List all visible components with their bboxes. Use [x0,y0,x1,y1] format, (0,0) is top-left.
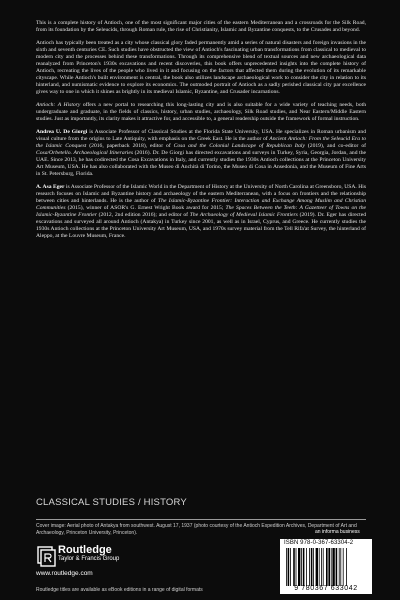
routledge-logo-icon [36,544,58,568]
description-paragraph-1: This is a complete history of Antioch, one of the most significant major cities of the eastern Mediterranean and a crossroads for the Silk Road, from its foundation by the Seleucids, through Roman rule, the rise of Christianity, Islamic and Byzantine conquests, to the Crusades and beyond. [36,20,366,33]
bio-text: (2016). Dr. De Giorgi has directed excavations and surveys in Turkey, Syria, Georgia, Jordan, and the UAE. Since 2013, he has codirected the Cosa Excavations in Italy, and currently studies the 1930s Antioch collections at the Princeton University Art Museum, USA. He has also collaborated with the Museo di Anchità di Torino, the Museo di Cosa in Ansedonia, and the Museum of Fine Arts in St. Petersburg, Florida. [36,150,366,177]
isbn-text: ISBN 978-0-367-63304-2 [284,540,354,546]
bio-text: (2019). Dr. Eger has directed excavations and surveyed all around Antioch (Antakya) in Turkey since 2001, as well as in Israel, Cyprus, and Greece. He currently studies the 1930s Antioch collections at the Princeton University Art Museum, USA, and 1970s survey material from the Tell Rifa'at Survey, the hinterland of Aleppo, at the Louvre Museum, France. [36,212,366,239]
bio-text: (2016, paperback 2018), editor of [86,143,174,149]
cover-image-credit: Cover image: Aerial photo of Antakya from southwest. August 17, 1937 (photo courtesy of the Antioch Expedition Archives, Department of Art and Archaeology, Princeton University, Princeton). [36,523,357,536]
author-bio-1 [36,129,366,178]
book-title-italic: Cosa/Orbetello. Archaeological Itineraries [36,150,134,156]
book-title-italic: Cosa and the Colonial Landscape of Republican Italy [173,143,305,149]
publisher-block [36,544,156,580]
barcode-digits: 9 780367 633042 [294,585,358,592]
description-paragraph-2: Antioch has typically been treated as a city whose classical glory faded permanently amid a series of natural disasters and foreign invasions in the sixth and seventh centuries CE. Such studies have obstructed the view of Antioch's fascinating urban transformations from classical to medieval to modern city and the processes behind these transformations. Through its comprehensive blend of textual sources and new archaeological data reanalyzed from Princeton's 1930s excavations and recent discoveries, this book offers unprecedented insights into the complete history of Antioch, recreating the lives of the people who lived in it and focusing on the factors that affected them during the evolution of its remarkable cityscape. While Antioch's built environment is central, the book also utilizes landscape archaeological work to consider the city in relation to its hinterland, and numismatic evidence to explore its economics. The outmoded portrait of Antioch as a sadly perished classical city par excellence gives way to one in which it shines as brightly in its medieval Islamic, Byzantine, and Crusader incarnations. [36,40,366,95]
barcode-icon [284,548,368,586]
publisher-name: Routledge [58,544,112,556]
author-name-1: Andrea U. De Giorgi [36,129,88,135]
author-name-2: A. Asa Eger [36,184,65,190]
publisher-group: Taylor & Francis Group [58,556,120,562]
ebook-note: Routledge titles are available as eBook editions in a range of digital formats [36,587,203,593]
book-title-italic: The Islamic-Byzantine Frontier: Interaction and Exchange Among Muslim and Christian Communities [36,198,366,211]
back-cover-text [36,20,366,246]
divider [36,519,366,520]
book-title-italic: The Spaces Between the Teeth: A Gazetteer of Towns on the Islamic-Byzantine Frontier [36,205,366,218]
author-bio-2 [36,184,366,240]
publisher-url: www.routledge.com [36,570,93,577]
bio-text: (2015), winner of ASOR's G. Ernest Wright Book award for 2015; [65,205,226,211]
book-title-italic: Ancient Antioch: From the Seleucid Era to the Islamic Conquest [36,136,366,149]
book-title-italic: The Archaeology of Medieval Islamic Frontiers [189,212,298,218]
bio-text: is Associate Professor of Classical Studies at the Florida State University, USA. He specializes in Roman urbanism and visual culture from the origins to Late Antiquity, with emphasis on the Greek East. He is the author of [36,129,366,142]
bio-text: (2019), and co-editor of [304,143,366,149]
bio-text: is Associate Professor of the Islamic World in the Department of History at the University of North Carolina at Greensboro, USA. His research focuses on Islamic and Byzantine history and archaeology of the eastern Mediterranean, with a focus on frontiers and the relationship between cities and hinterlands. He is the author of [36,184,366,204]
book-title-italic: Antioch: A History [36,102,81,108]
subject-category: CLASSICAL STUDIES / HISTORY [36,497,187,508]
bio-text: (2012, 2nd edition 2016); and editor of [96,212,190,218]
isbn-barcode [280,539,372,594]
informa-tagline: an informa business [315,529,360,535]
description-paragraph-3 [36,102,366,123]
paragraph-3-text: offers a new portal to researching this long-lasting city and is also suitable for a wide variety of teaching needs, both undergraduate and graduate, in the fields of classics, history, urban studies, archaeology, Silk Road studies, and Near Eastern/Middle Eastern studies. Just as importantly, its clarity makes it attractive for, and accessible to, a general readership outside the framework of formal instruction. [36,102,366,122]
